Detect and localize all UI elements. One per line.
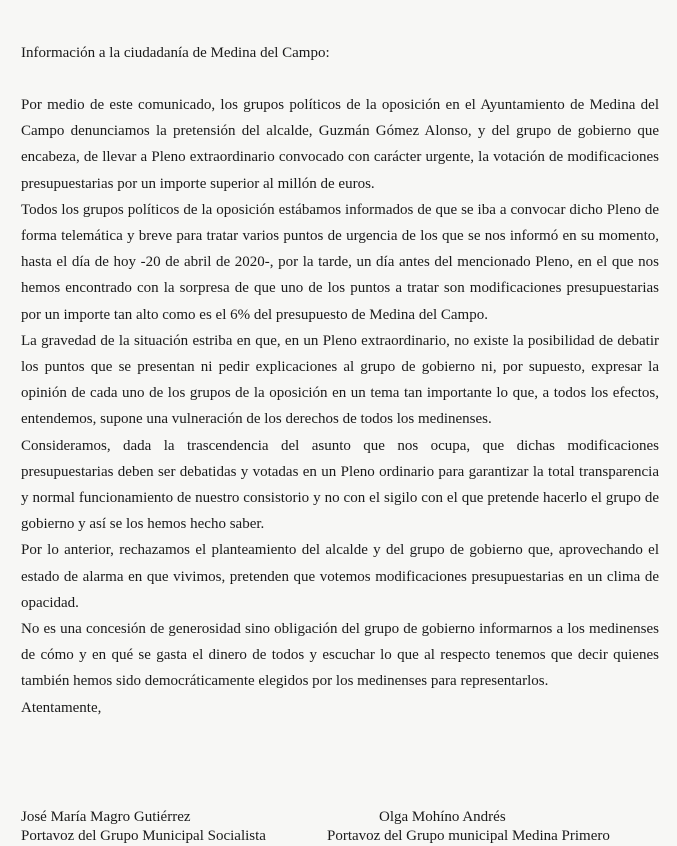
document-body <box>21 92 659 721</box>
signature-block-right <box>327 808 610 846</box>
paragraph-5: Por lo anterior, rechazamos el planteamiento del alcalde y del grupo de gobierno que, aprovechando el estado de alarma en que vivimos, pretenden que votemos modificaciones presupuestarias en un clima de opacidad. <box>21 542 659 611</box>
closing-salutation: Atentamente, <box>21 699 102 716</box>
paragraph-2: Todos los grupos políticos de la oposición estábamos informados de que se iba a convocar dicho Pleno de forma telemática y breve para tratar varios puntos de urgencia de los que se nos informó en su momento, hasta el día de hoy -20 de abril de 2020-, por la tarde, un día antes del mencionado Pleno, en el que nos hemos encontrado con la sorpresa de que uno de los puntos a tratar son modificaciones presupuestarias por un importe tan alto como es el 6% del presupuesto de Medina del Campo. <box>21 201 659 323</box>
paragraph-3: La gravedad de la situación estriba en que, en un Pleno extraordinario, no existe la posibilidad de debatir los puntos que se presentan ni pedir explicaciones al grupo de gobierno ni, por supuesto, expresar la opinión de cada uno de los grupos de la oposición en un tema tan importante lo que, a todos los efectos, entendemos, supone una vulneración de los derechos de todos los medinenses. <box>21 332 659 428</box>
document-heading: Información a la ciudadanía de Medina del Campo: <box>21 45 330 61</box>
signatory-role: Portavoz del Grupo Municipal Socialista <box>21 828 266 844</box>
paragraph-6: No es una concesión de generosidad sino obligación del grupo de gobierno informarnos a los medinenses de cómo y en qué se gasta el dinero de todos y escuchar lo que al respecto tenemos que decir quienes también hemos sido democráticamente elegidos por los medinenses para representarlos. <box>21 621 659 690</box>
paragraph-1: Por medio de este comunicado, los grupos políticos de la oposición en el Ayuntamiento de Medina del Campo denunciamos la pretensión del alcalde, Guzmán Gómez Alonso, y del grupo de gobierno que encabeza, de llevar a Pleno extraordinario convocado con carácter urgente, la votación de modificaciones presupuestarias por un importe superior al millón de euros. <box>21 97 659 192</box>
signature-block-left <box>21 808 266 846</box>
signatory-name: José María Magro Gutiérrez <box>21 809 191 825</box>
signatory-role: Portavoz del Grupo municipal Medina Primero <box>327 828 610 844</box>
paragraph-4: Consideramos, dada la trascendencia del asunto que nos ocupa, que dichas modificaciones presupuestarias deben ser debatidas y votadas en un Pleno ordinario para garantizar la total transparencia y normal funcionamiento de nuestro consistorio y no con el sigilo con el que pretende hacerlo el grupo de gobierno y así se los hemos hecho saber. <box>21 437 659 533</box>
signatory-name: Olga Mohíno Andrés <box>379 809 506 825</box>
